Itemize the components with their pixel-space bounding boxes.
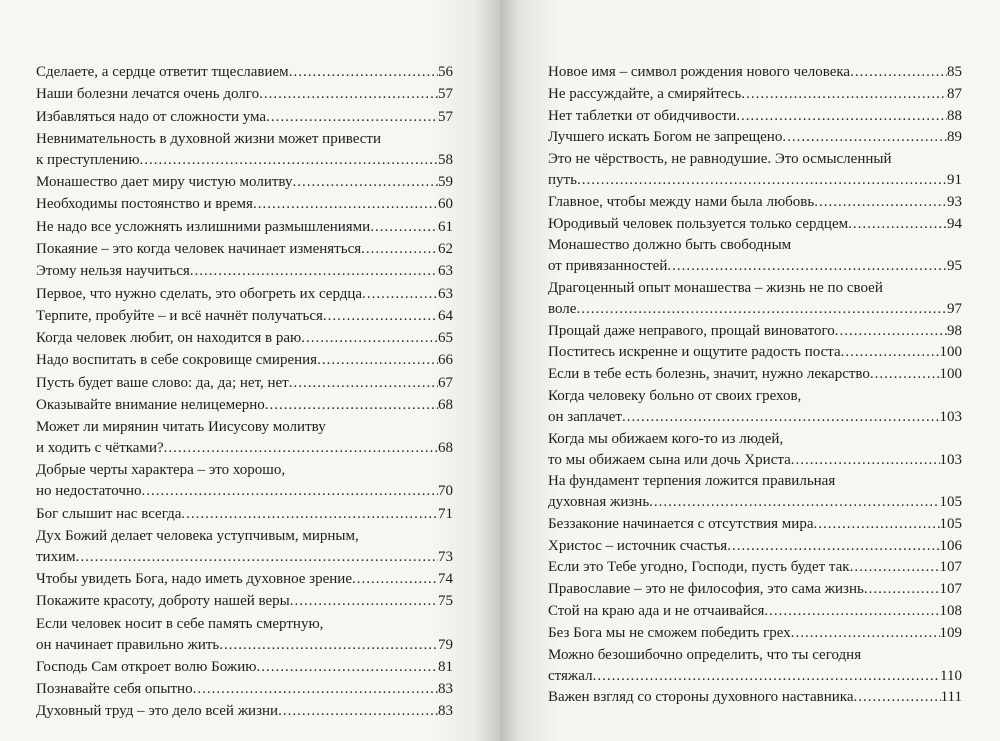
toc-entry (36, 417, 453, 459)
page-number: 105 (939, 494, 962, 511)
page-number: 103 (939, 409, 962, 425)
entry-row (548, 106, 962, 127)
right-page (500, 0, 1000, 741)
entry-row (36, 438, 453, 459)
toc-entry (548, 601, 962, 622)
dot-leader (259, 84, 438, 105)
dot-leader (727, 536, 939, 557)
toc-entry (548, 364, 962, 385)
dot-leader (576, 299, 947, 320)
page-number: 67 (438, 374, 453, 391)
entry-row (36, 547, 453, 568)
dot-leader (301, 328, 438, 349)
toc-entry (548, 321, 962, 342)
entry-row (36, 657, 453, 678)
entry-row (548, 687, 962, 708)
entry-title-line: Можно безошибочно определить, что ты сегодня (548, 646, 862, 663)
toc-entry (36, 591, 453, 612)
entry-row (36, 107, 453, 128)
dot-leader (317, 350, 438, 371)
dot-leader (289, 62, 438, 83)
entry-row (36, 569, 453, 590)
dot-leader (577, 170, 947, 191)
page-number: 64 (438, 307, 453, 324)
entry-title-line: воле (548, 301, 577, 317)
toc-entry (548, 557, 962, 578)
entry-title-line: Когда мы обижаем кого-то из людей, (548, 430, 784, 447)
dot-leader (265, 395, 438, 416)
entry-title-line: Новое имя – символ рождения нового человека (548, 64, 851, 80)
dot-leader (253, 194, 438, 215)
entry-title-line: Если в тебе есть болезнь, значит, нужно лекарство (548, 366, 870, 383)
entry-row (548, 407, 962, 428)
toc-entry (548, 429, 962, 471)
entry-title-line: Без Бога мы не сможем победить грех (548, 624, 791, 641)
page-number: 106 (939, 537, 962, 554)
dot-leader (841, 342, 940, 363)
toc-entry (36, 172, 453, 193)
entry-row (36, 217, 453, 238)
toc-entry (548, 471, 962, 513)
page-number: 108 (939, 603, 962, 619)
entry-title-line: Избавляться надо от сложности ума (36, 108, 267, 125)
entry-row (548, 321, 962, 342)
entry-title-line: Когда человеку больно от своих грехов, (548, 388, 802, 404)
entry-title-line: Христос – источник счастья (548, 537, 728, 554)
entry-row (548, 450, 962, 471)
page-number: 79 (438, 636, 453, 653)
entry-title-line: Нет таблетки от обидчивости (548, 107, 737, 124)
entry-row (548, 170, 962, 191)
entry-title-line: Важен взгляд со стороны духовного наставника (548, 689, 854, 706)
page-number: 110 (940, 667, 962, 684)
toc-entry (36, 261, 453, 282)
entry-row (548, 364, 962, 385)
toc-entry (36, 350, 453, 371)
entry-row (548, 84, 962, 105)
dot-leader (764, 601, 939, 622)
page-number: 58 (438, 151, 453, 168)
entry-title-line: Поститесь искренне и ощутите радость поста (548, 344, 841, 361)
toc-entry (548, 342, 962, 363)
entry-title-line: Невнимательность в духовной жизни может привести (36, 130, 381, 147)
entry-title-line: Надо воспитать в себе сокровище смирения (36, 352, 318, 369)
entry-title-line: но недостаточно (36, 483, 142, 500)
page-number: 68 (438, 440, 453, 457)
toc-entry (548, 645, 962, 687)
entry-row (548, 601, 962, 622)
entry-title-line: Прощай даже неправого, прощай виноватого (548, 322, 835, 339)
entry-title-line: Первое, что нужно сделать, это обогреть их сердца (36, 285, 363, 302)
page-number: 74 (438, 570, 453, 587)
page-number: 61 (438, 218, 453, 235)
entry-row (36, 635, 453, 656)
dot-leader (193, 679, 438, 700)
entry-row (36, 172, 453, 193)
dot-leader (782, 127, 947, 148)
entry-title-line: Стой на краю ада и не отчаивайся (548, 603, 765, 619)
entry-row (36, 328, 453, 349)
entry-row (548, 62, 962, 83)
page-number: 60 (438, 196, 453, 213)
toc-entry (36, 62, 453, 83)
toc-entry (36, 306, 453, 327)
entry-title-line: Если человек носит в себе память смертную, (36, 615, 324, 632)
entry-row (36, 239, 453, 260)
toc-entry (548, 687, 962, 708)
entry-row (36, 150, 453, 171)
dot-leader (813, 514, 939, 535)
entry-title-line: Это не чёрствость, не равнодушие. Это осмысленный (548, 151, 892, 168)
page-number: 98 (947, 322, 962, 339)
dot-leader (292, 172, 438, 193)
dot-leader (164, 438, 438, 459)
page-number: 56 (438, 64, 453, 80)
entry-title-line: Сделаете, а сердце ответит тщеславием (36, 64, 289, 80)
entry-title-line: Главное, чтобы между нами была любовь (548, 193, 815, 210)
entry-title-line: Если это Тебе угодно, Господи, пусть будет так (548, 559, 850, 576)
toc-entry (36, 194, 453, 215)
page-number: 105 (939, 515, 962, 532)
toc-entry (548, 106, 962, 127)
page-number: 68 (438, 397, 453, 413)
toc-entry (36, 569, 453, 590)
toc-entry (36, 239, 453, 260)
entry-row (36, 84, 453, 105)
dot-leader (854, 687, 941, 708)
toc-entry (36, 460, 453, 502)
dot-leader (814, 192, 947, 213)
dot-leader (256, 657, 438, 678)
dot-leader (593, 666, 940, 687)
dot-leader (791, 623, 940, 644)
entry-title-line: он начинает правильно жить (36, 636, 220, 653)
entry-title-line: путь (548, 172, 577, 189)
entry-row (36, 504, 453, 525)
dot-leader (352, 569, 438, 590)
entry-title-line: стяжал (548, 667, 593, 684)
dot-leader (835, 321, 947, 342)
page-number: 65 (438, 330, 453, 347)
entry-row (36, 284, 453, 305)
toc-entry (36, 614, 453, 656)
dot-leader (141, 481, 438, 502)
toc-entry (36, 107, 453, 128)
entry-title-line: Бог слышит нас всегда (36, 505, 182, 522)
toc-entry (36, 129, 453, 171)
page-number: 103 (939, 451, 962, 468)
toc-entry (36, 679, 453, 700)
toc-entry (36, 504, 453, 525)
entry-title-line: Дух Божий делает человека уступчивым, мирным, (36, 527, 359, 544)
toc-entry (548, 278, 962, 320)
entry-title-line: Монашество дает миру чистую молитву (36, 174, 293, 190)
entry-title-line: Когда человек любит, он находится в раю (36, 330, 302, 347)
toc-entry (548, 536, 962, 557)
entry-row (36, 62, 453, 83)
dot-leader (791, 450, 940, 471)
page-number: 63 (438, 285, 453, 302)
dot-leader (190, 261, 438, 282)
toc-entry (548, 579, 962, 600)
entry-title-line: Не рассуждайте, а смиряйтесь (548, 85, 742, 102)
entry-title-line: Оказывайте внимание нелицемерно (36, 397, 265, 413)
entry-title-line: Добрые черты характера – это хорошо, (36, 462, 286, 479)
entry-title-line: Чтобы увидеть Бога, надо иметь духовное зрение (36, 570, 352, 587)
entry-row (36, 481, 453, 502)
toc-entry (548, 235, 962, 277)
entry-title-line: Драгоценный опыт монашества – жизнь не по своей (548, 280, 883, 296)
entry-row (36, 350, 453, 371)
dot-leader (736, 106, 947, 127)
page-number: 83 (438, 703, 453, 720)
toc-entry (548, 386, 962, 428)
toc-entry (36, 284, 453, 305)
entry-title-line: Монашество должно быть свободным (548, 237, 792, 254)
entry-row (36, 194, 453, 215)
dot-leader (848, 214, 947, 235)
page-number: 70 (438, 483, 453, 500)
page-number: 59 (438, 174, 453, 190)
entry-row (548, 127, 962, 148)
entry-title-line: тихим (36, 548, 76, 565)
page-number: 66 (438, 352, 453, 369)
page-number: 63 (438, 263, 453, 280)
toc-entry (548, 623, 962, 644)
entry-row (548, 514, 962, 535)
toc-entry (548, 84, 962, 105)
page-number: 100 (939, 366, 962, 383)
entry-row (548, 579, 962, 600)
toc-entry (36, 701, 453, 722)
dot-leader (741, 84, 947, 105)
dot-leader (370, 217, 438, 238)
entry-row (36, 679, 453, 700)
dot-leader (266, 107, 438, 128)
toc-entry (36, 526, 453, 568)
page-number: 93 (947, 193, 962, 210)
entry-row (548, 623, 962, 644)
entry-title-line: Этому нельзя научиться (36, 263, 190, 280)
page-number: 97 (947, 301, 962, 317)
page-number: 88 (947, 107, 962, 124)
entry-title-line: Духовный труд – это дело всей жизни (36, 703, 279, 720)
entry-row (36, 701, 453, 722)
entry-title-line: Может ли мирянин читать Иисусову молитву (36, 419, 326, 436)
entry-row (548, 666, 962, 687)
entry-title-line: то мы обижаем сына или дочь Христа (548, 451, 791, 468)
toc-entry (36, 657, 453, 678)
page-number: 75 (438, 593, 453, 610)
entry-title-line: Православие – это не философия, это сама жизнь (548, 581, 864, 598)
page-number: 57 (438, 86, 453, 103)
entry-title-line: Познавайте себя опытно (36, 680, 193, 697)
page-number: 71 (438, 505, 453, 522)
entry-title-line: Не надо все усложнять излишними размышлениями (36, 218, 371, 235)
toc-entry (36, 217, 453, 238)
page-number: 89 (947, 129, 962, 146)
toc-entry (36, 373, 453, 394)
toc-entry (36, 328, 453, 349)
entry-title-line: к преступлению (36, 151, 140, 168)
entry-title-line: Покажите красоту, доброту нашей веры (36, 593, 290, 610)
entry-row (548, 214, 962, 235)
page-number: 73 (438, 548, 453, 565)
page-number: 83 (438, 680, 453, 697)
page-number: 94 (947, 215, 962, 232)
dot-leader (362, 284, 438, 305)
page-number: 85 (947, 64, 962, 80)
entry-row (548, 557, 962, 578)
page-number: 95 (947, 258, 962, 275)
dot-leader (361, 239, 438, 260)
entry-row (36, 373, 453, 394)
toc-entry (548, 192, 962, 213)
page-number: 57 (438, 108, 453, 125)
dot-leader (181, 504, 438, 525)
entry-title-line: Пусть будет ваше слово: да, да; нет, нет (36, 374, 289, 391)
dot-leader (290, 591, 438, 612)
dot-leader (870, 364, 940, 385)
entry-row (36, 395, 453, 416)
page-number: 100 (939, 344, 962, 361)
entry-title-line: На фундамент терпения ложится правильная (548, 473, 836, 490)
dot-leader (649, 492, 939, 513)
toc-entry (36, 84, 453, 105)
toc-entry (36, 395, 453, 416)
dot-leader (289, 373, 438, 394)
entry-row (36, 306, 453, 327)
dot-leader (850, 557, 940, 578)
toc-entry (548, 149, 962, 191)
entry-title-line: от привязанностей (548, 258, 668, 275)
entry-row (548, 342, 962, 363)
page-number: 111 (940, 689, 962, 706)
entry-title-line: Лучшего искать Богом не запрещено (548, 129, 783, 146)
dot-leader (622, 407, 940, 428)
toc-entry (548, 214, 962, 235)
dot-leader (140, 150, 438, 171)
page-number: 109 (939, 624, 962, 641)
entry-title-line: Беззаконие начинается с отсутствия мира (548, 515, 814, 532)
page-number: 81 (438, 658, 453, 675)
dot-leader (323, 306, 438, 327)
dot-leader (219, 635, 438, 656)
page-number: 62 (438, 240, 453, 257)
entry-title-line: Юродивый человек пользуется только сердцем (548, 215, 849, 232)
dot-leader (667, 256, 947, 277)
dot-leader (850, 62, 947, 83)
dot-leader (76, 547, 438, 568)
dot-leader (278, 701, 438, 722)
dot-leader (864, 579, 940, 600)
entry-title-line: Господь Сам откроет волю Божию (36, 658, 257, 675)
entry-title-line: духовная жизнь (548, 494, 650, 511)
entry-row (548, 256, 962, 277)
entry-row (548, 192, 962, 213)
entry-row (548, 492, 962, 513)
entry-row (36, 591, 453, 612)
entry-row (36, 261, 453, 282)
page-number: 107 (939, 581, 962, 598)
toc-entry (548, 514, 962, 535)
entry-title-line: Наши болезни лечатся очень долго (36, 86, 260, 103)
entry-row (548, 536, 962, 557)
entry-title-line: он заплачет (548, 409, 622, 425)
toc-entry (548, 127, 962, 148)
entry-title-line: Покаяние – это когда человек начинает изменяться (36, 240, 362, 257)
page-number: 107 (939, 559, 962, 576)
toc-entry (548, 62, 962, 83)
entry-title-line: и ходить с чётками? (36, 440, 164, 457)
entry-row (548, 299, 962, 320)
entry-title-line: Необходимы постоянство и время (36, 196, 253, 213)
page-number: 87 (947, 85, 962, 102)
entry-title-line: Терпите, пробуйте – и всё начнёт получаться (36, 307, 323, 324)
page-number: 91 (947, 172, 962, 189)
